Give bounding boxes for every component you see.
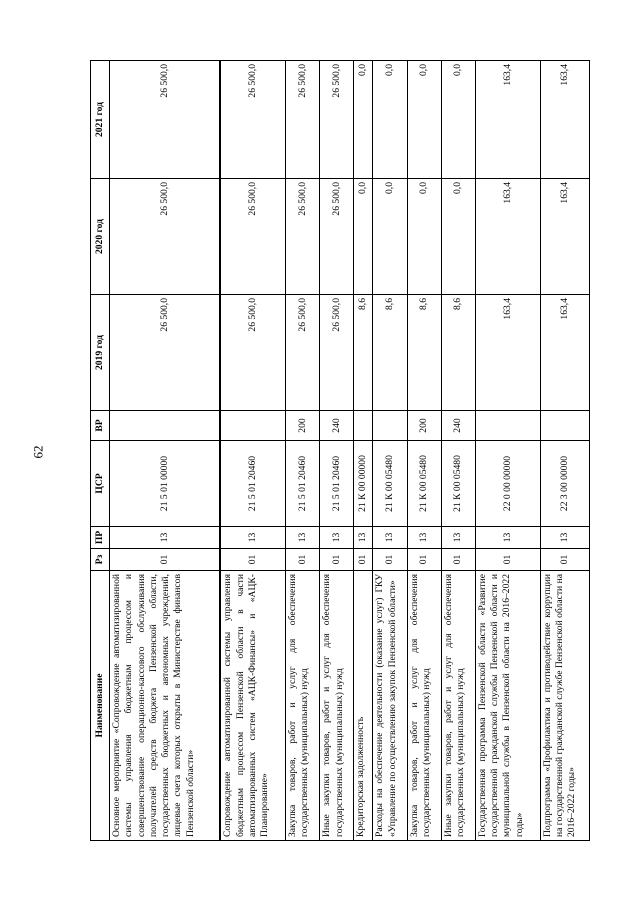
row-pr: 13 xyxy=(220,527,285,549)
row-name: Закупка товаров, работ и услуг для обеспечения государственных (муниципальных) нужд xyxy=(407,571,441,841)
header-2021: 2021 год xyxy=(91,61,110,179)
row-rz: 01 xyxy=(407,549,441,571)
row-vr: 240 xyxy=(441,411,475,441)
row-name: Подпрограмма «Профилактика и противодействие коррупции на государственной гражданской службе Пензенской области на 2016–2022 годы» xyxy=(540,571,590,841)
row-csr: 21 5 01 20460 xyxy=(320,441,354,527)
row-2020: 163,4 xyxy=(540,179,590,295)
row-2020: 26 500,0 xyxy=(320,179,354,295)
row-pr: 13 xyxy=(286,527,320,549)
row-2021: 26 500,0 xyxy=(220,61,285,179)
row-rz: 01 xyxy=(475,549,540,571)
row-vr xyxy=(475,411,540,441)
row-name: Иные закупки товаров, работ и услуг для обеспечения государственных (муниципальных) нужд xyxy=(320,571,354,841)
table-row xyxy=(320,61,354,841)
row-name: Закупка товаров, работ и услуг для обеспечения государственных (муниципальных) нужд xyxy=(286,571,320,841)
row-2020: 163,4 xyxy=(475,179,540,295)
rotated-table-container xyxy=(90,61,590,841)
row-2021: 0,0 xyxy=(373,61,407,179)
row-vr xyxy=(354,411,373,441)
header-rz: Рз xyxy=(91,549,110,571)
row-2019: 163,4 xyxy=(475,295,540,411)
row-2019: 8,6 xyxy=(441,295,475,411)
row-csr: 21 К 00 05480 xyxy=(441,441,475,527)
table-header-row xyxy=(91,61,110,841)
row-vr xyxy=(373,411,407,441)
row-vr xyxy=(220,411,285,441)
row-rz: 01 xyxy=(220,549,285,571)
row-2021: 26 500,0 xyxy=(110,61,221,179)
row-csr: 21 К 00 05480 xyxy=(373,441,407,527)
row-csr: 21 5 01 00000 xyxy=(110,441,221,527)
row-2019: 26 500,0 xyxy=(110,295,221,411)
table-row xyxy=(407,61,441,841)
header-2019: 2019 год xyxy=(91,295,110,411)
page-number-text: 62 xyxy=(30,445,45,459)
row-csr: 21 К 00 05480 xyxy=(407,441,441,527)
row-csr: 22 3 00 00000 xyxy=(540,441,590,527)
row-2021: 26 500,0 xyxy=(286,61,320,179)
row-2019: 26 500,0 xyxy=(286,295,320,411)
row-csr: 21 5 01 20460 xyxy=(286,441,320,527)
budget-table xyxy=(90,60,590,841)
row-name: Сопровождение автоматизированной системы управления бюджетным процессом Пензенской области в части автоматизированных систем «АЦК-Финансы» и «АЦК-Планирование» xyxy=(220,571,285,841)
row-csr: 21 К 00 00000 xyxy=(354,441,373,527)
row-2019: 26 500,0 xyxy=(220,295,285,411)
row-2019: 8,6 xyxy=(354,295,373,411)
header-pr: ПР xyxy=(91,527,110,549)
header-name: Наименование xyxy=(91,571,110,841)
row-name: Кредиторская задолженность xyxy=(354,571,373,841)
row-rz: 01 xyxy=(320,549,354,571)
table-row xyxy=(110,61,221,841)
row-name: Расходы на обеспечение деятельности (оказание услуг) ГКУ «Управление по осуществлению закупок Пензенской области» xyxy=(373,571,407,841)
row-2021: 0,0 xyxy=(407,61,441,179)
row-vr xyxy=(540,411,590,441)
row-rz: 01 xyxy=(286,549,320,571)
table-row xyxy=(540,61,590,841)
table-row xyxy=(441,61,475,841)
row-pr: 13 xyxy=(320,527,354,549)
header-vr: ВР xyxy=(91,411,110,441)
row-2021: 163,4 xyxy=(540,61,590,179)
page-number xyxy=(30,440,46,464)
row-rz: 01 xyxy=(373,549,407,571)
table-row xyxy=(286,61,320,841)
row-csr: 21 5 01 20460 xyxy=(220,441,285,527)
row-pr: 13 xyxy=(441,527,475,549)
row-pr: 13 xyxy=(475,527,540,549)
row-vr: 200 xyxy=(407,411,441,441)
row-2021: 0,0 xyxy=(441,61,475,179)
row-2020: 26 500,0 xyxy=(110,179,221,295)
row-rz: 01 xyxy=(110,549,221,571)
row-2021: 163,4 xyxy=(475,61,540,179)
row-pr: 13 xyxy=(373,527,407,549)
row-rz: 01 xyxy=(441,549,475,571)
row-2021: 26 500,0 xyxy=(320,61,354,179)
table-row xyxy=(475,61,540,841)
row-name: Основное мероприятие «Сопровождение автоматизированной системы управления бюджетным процессом и совершенствование операционно-кассового обслуживания получателей средств бюджета Пензенской области, государственных бюджетных и автономных учреждений, лицевые счета которых открыты в Министерстве финансов Пензенской области» xyxy=(110,571,221,841)
row-2020: 0,0 xyxy=(441,179,475,295)
row-2020: 26 500,0 xyxy=(220,179,285,295)
row-pr: 13 xyxy=(540,527,590,549)
row-2021: 0,0 xyxy=(354,61,373,179)
row-pr: 13 xyxy=(354,527,373,549)
row-2019: 8,6 xyxy=(373,295,407,411)
table-row xyxy=(373,61,407,841)
row-2020: 0,0 xyxy=(407,179,441,295)
row-vr xyxy=(110,411,221,441)
row-2020: 0,0 xyxy=(373,179,407,295)
row-pr: 13 xyxy=(110,527,221,549)
row-2019: 26 500,0 xyxy=(320,295,354,411)
row-2020: 0,0 xyxy=(354,179,373,295)
header-csr: ЦСР xyxy=(91,441,110,527)
row-rz: 01 xyxy=(354,549,373,571)
row-name: Государственная программа Пензенской области «Развитие государственной гражданской службы Пензенской области и муниципальной службы в Пензенской области на 2016–2022 годы» xyxy=(475,571,540,841)
row-vr: 200 xyxy=(286,411,320,441)
row-csr: 22 0 00 00000 xyxy=(475,441,540,527)
row-2020: 26 500,0 xyxy=(286,179,320,295)
table-row xyxy=(220,61,285,841)
row-2019: 163,4 xyxy=(540,295,590,411)
row-name: Иные закупки товаров, работ и услуг для обеспечения государственных (муниципальных) нужд xyxy=(441,571,475,841)
table-row xyxy=(354,61,373,841)
row-2019: 8,6 xyxy=(407,295,441,411)
row-rz: 01 xyxy=(540,549,590,571)
header-2020: 2020 год xyxy=(91,179,110,295)
row-pr: 13 xyxy=(407,527,441,549)
row-vr: 240 xyxy=(320,411,354,441)
